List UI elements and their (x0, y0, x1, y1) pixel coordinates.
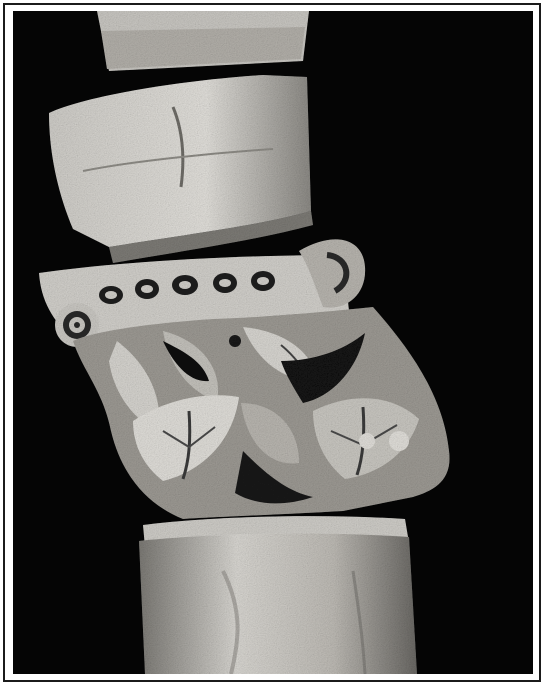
upper-block (97, 11, 309, 71)
column-shaft (139, 534, 417, 674)
photograph (13, 11, 533, 674)
capital-illustration (13, 11, 533, 674)
photo-frame (3, 3, 541, 682)
